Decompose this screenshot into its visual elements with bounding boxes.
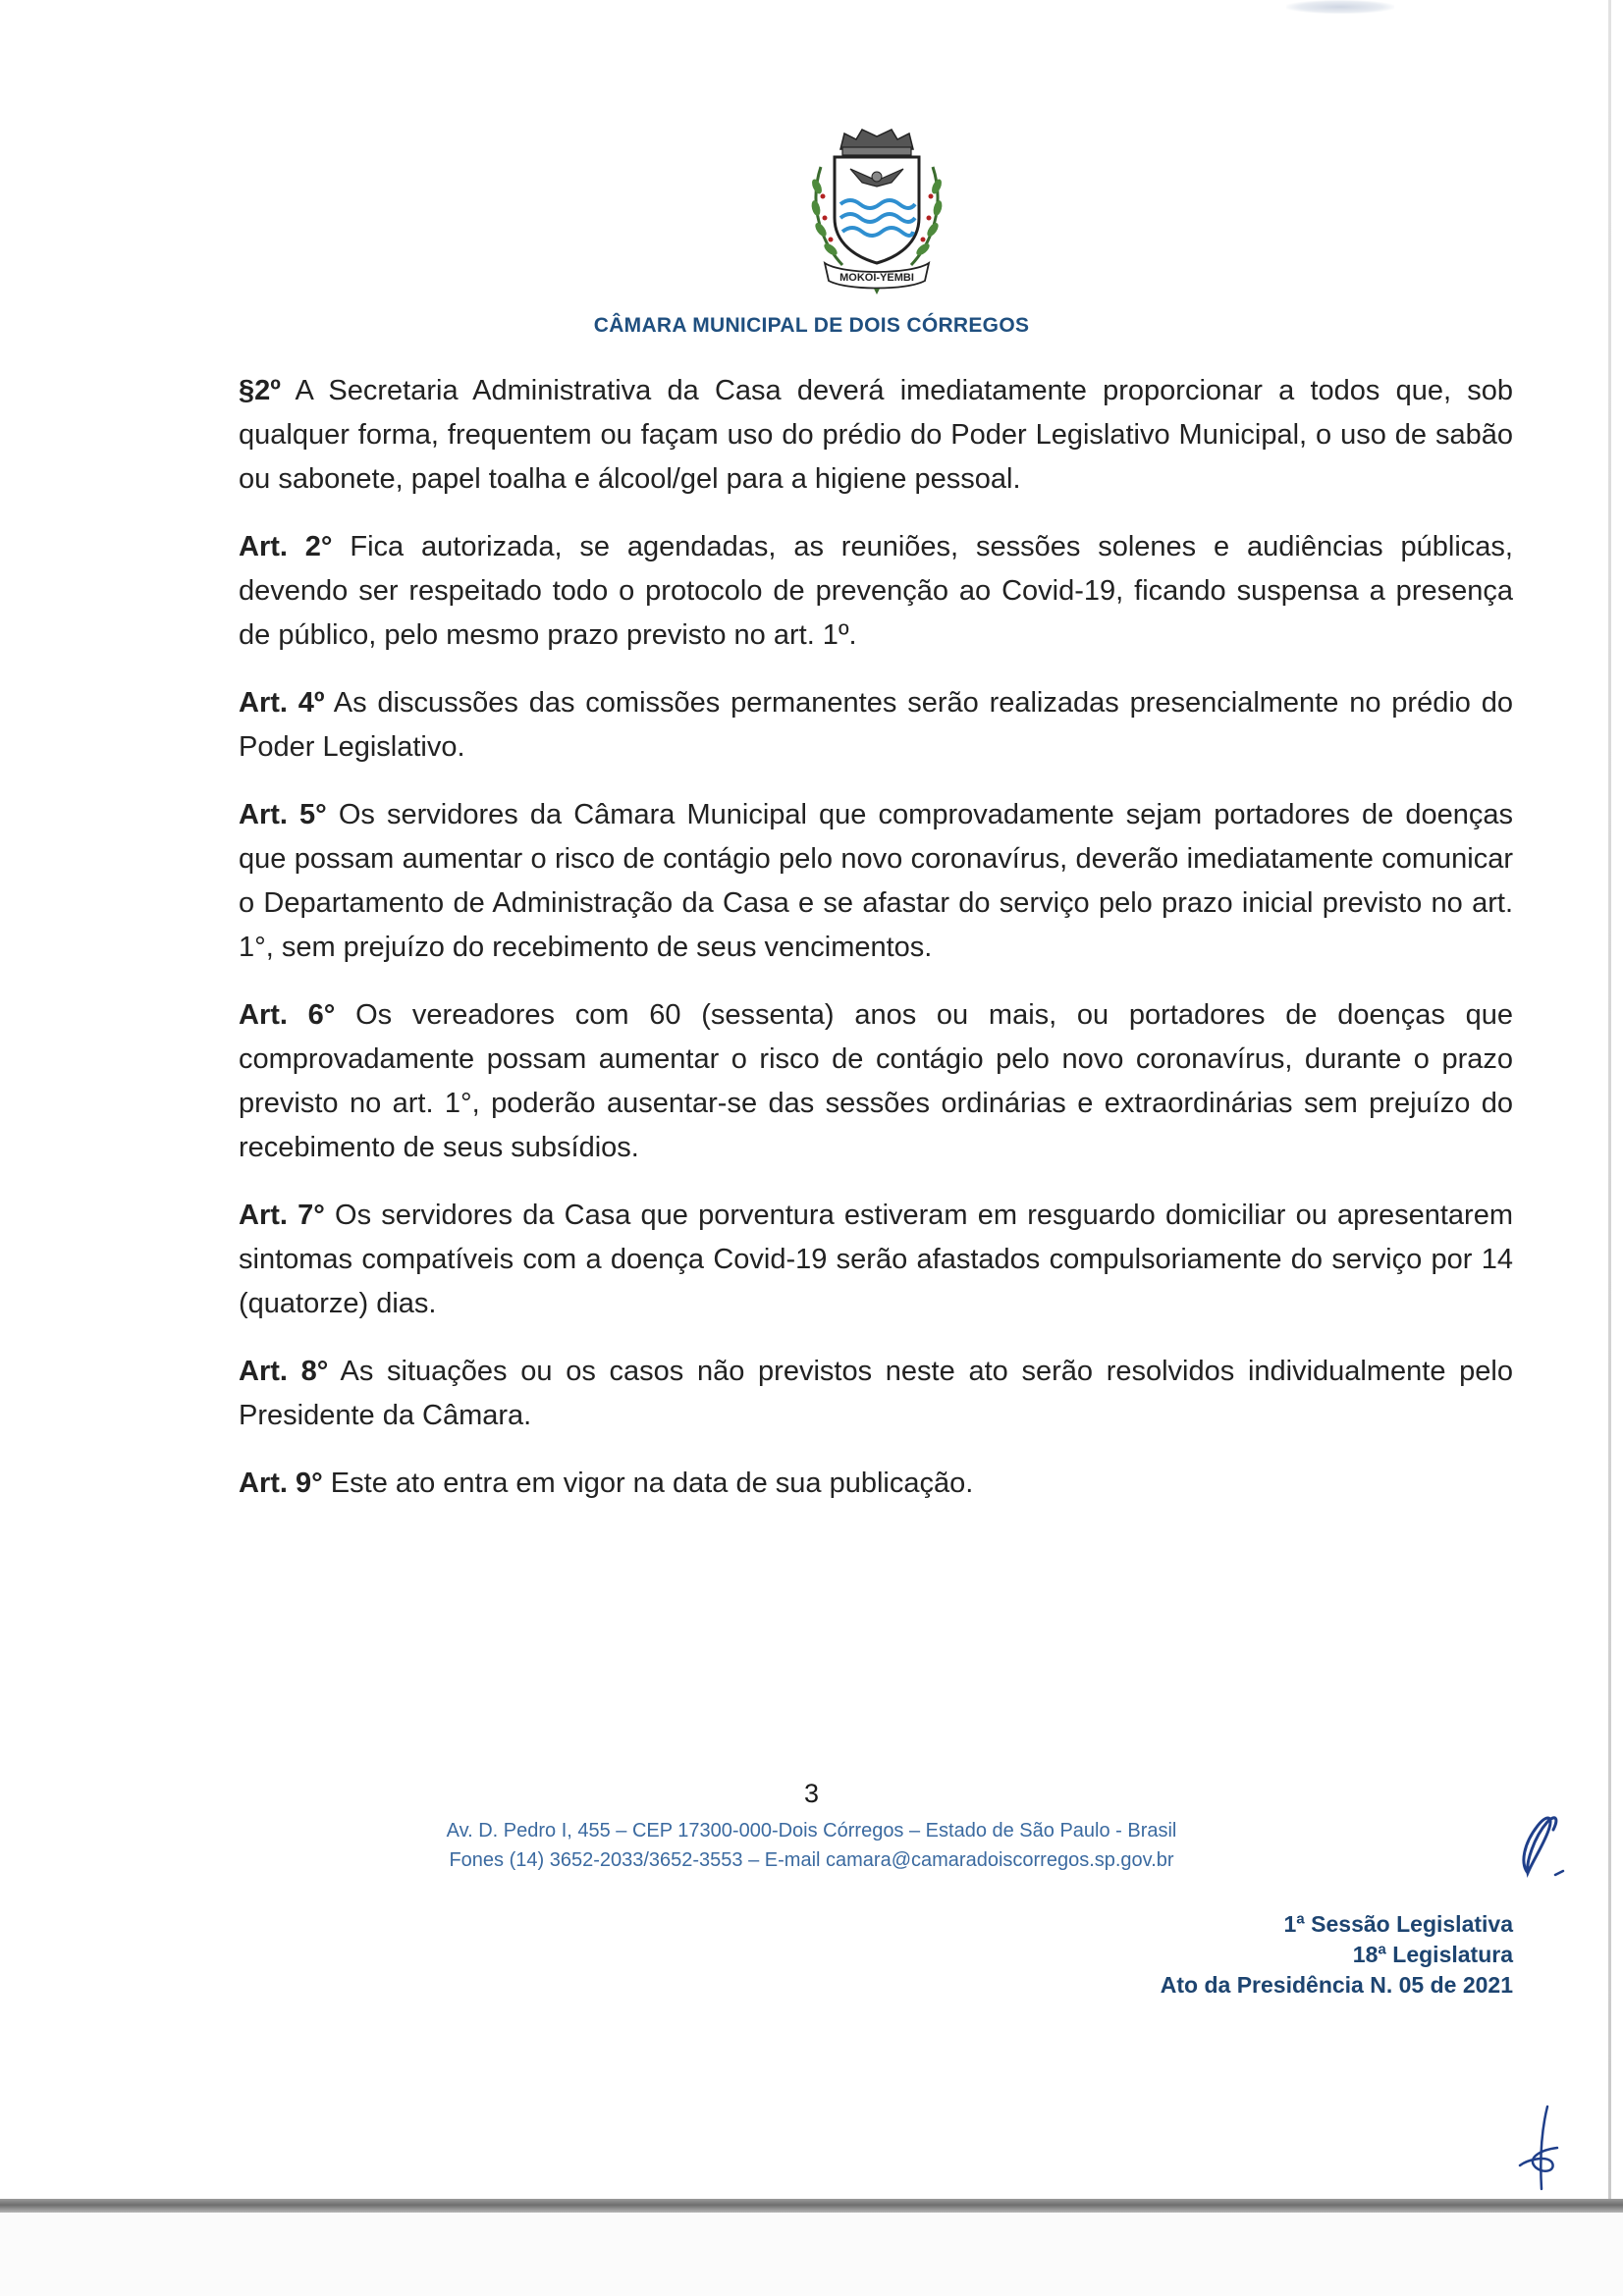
signature-initials-icon [1512, 2101, 1571, 2199]
act-body [239, 369, 1513, 1529]
article-8 [239, 1350, 1513, 1438]
scan-smudge [1286, 0, 1394, 14]
page-number: 3 [803, 1779, 820, 1808]
article-9 [239, 1462, 1513, 1506]
contact-line: Fones (14) 3652-2033/3652-3553 – E-mail camara@camaradoiscorregos.sp.gov.br [449, 1849, 1174, 1871]
legislature: 18ª Legislatura [1352, 1942, 1513, 1967]
article-number: Art. 6° [239, 999, 336, 1031]
article-7 [239, 1194, 1513, 1326]
signature-initials-icon [1490, 1804, 1579, 1893]
article-text: Os servidores da Câmara Municipal que comprovadamente sejam portadores de doenças que possam aumentar o risco de contágio pelo novo coronavírus, deverão imediatamente comunicar o Departamento de Administração da Casa e se afastar do serviço pelo prazo inicial previsto no art. 1°, sem prejuízo do recebimento de seus vencimentos. [239, 799, 1513, 963]
article-number: §2º [239, 375, 281, 406]
article-number: Art. 2° [239, 531, 333, 562]
article-number: Art. 4º [239, 687, 325, 719]
article-text: As situações ou os casos não previstos neste ato serão resolvidos individualmente pelo Presidente da Câmara. [239, 1356, 1513, 1431]
article-6 [239, 993, 1513, 1170]
article-text: As discussões das comissões permanentes serão realizadas presencialmente no prédio do Poder Legislativo. [239, 687, 1513, 763]
scan-margin [0, 2213, 1623, 2296]
article-number: Art. 7° [239, 1200, 325, 1231]
paragraph-2 [239, 369, 1513, 502]
scan-edge [0, 2199, 1623, 2213]
act-reference: Ato da Presidência N. 05 de 2021 [1160, 1972, 1513, 1998]
article-text: Os servidores da Casa que porventura estiveram em resguardo domiciliar ou apresentarem sintomas compatíveis com a doença Covid-19 serão afastados compulsoriamente do serviço por 14 (quatorze) dias. [239, 1200, 1513, 1319]
address-line: Av. D. Pedro I, 455 – CEP 17300-000-Dois Córregos – Estado de São Paulo - Brasil [446, 1820, 1177, 1842]
municipal-coat-of-arms-icon [803, 128, 950, 294]
article-number: Art. 9° [239, 1468, 323, 1499]
article-number: Art. 8° [239, 1356, 329, 1387]
article-text: A Secretaria Administrativa da Casa deverá imediatamente proporcionar a todos que, sob qualquer forma, frequentem ou façam uso do prédio do Poder Legislativo Municipal, o uso de sabão ou sabonete, papel toalha e álcool/gel para a higiene pessoal. [239, 375, 1513, 495]
article-number: Art. 5° [239, 799, 327, 830]
article-4 [239, 681, 1513, 770]
svg-text:MOKOI-YEMBI: MOKOI-YEMBI [839, 272, 914, 284]
chamber-name-heading: CÂMARA MUNICIPAL DE DOIS CÓRREGOS [593, 314, 1030, 337]
address-block [0, 1816, 1623, 1875]
session-info [924, 1909, 1513, 2001]
legislative-session: 1ª Sessão Legislativa [1283, 1911, 1513, 1937]
article-5 [239, 793, 1513, 970]
article-text: Este ato entra em vigor na data de sua publicação. [322, 1468, 974, 1499]
article-text: Os vereadores com 60 (sessenta) anos ou mais, ou portadores de doenças que comprovadamente possam aumentar o risco de contágio pelo novo coronavírus, durante o prazo previsto no art. 1°, poderão ausentar-se das sessões ordinárias e extraordinárias sem prejuízo do recebimento de seus subsídios. [239, 999, 1513, 1163]
article-2 [239, 525, 1513, 658]
article-text: Fica autorizada, se agendadas, as reuniões, sessões solenes e audiências públicas, devendo ser respeitado todo o protocolo de prevenção ao Covid-19, ficando suspensa a presença de público, pelo mesmo prazo previsto no art. 1º. [239, 531, 1513, 651]
